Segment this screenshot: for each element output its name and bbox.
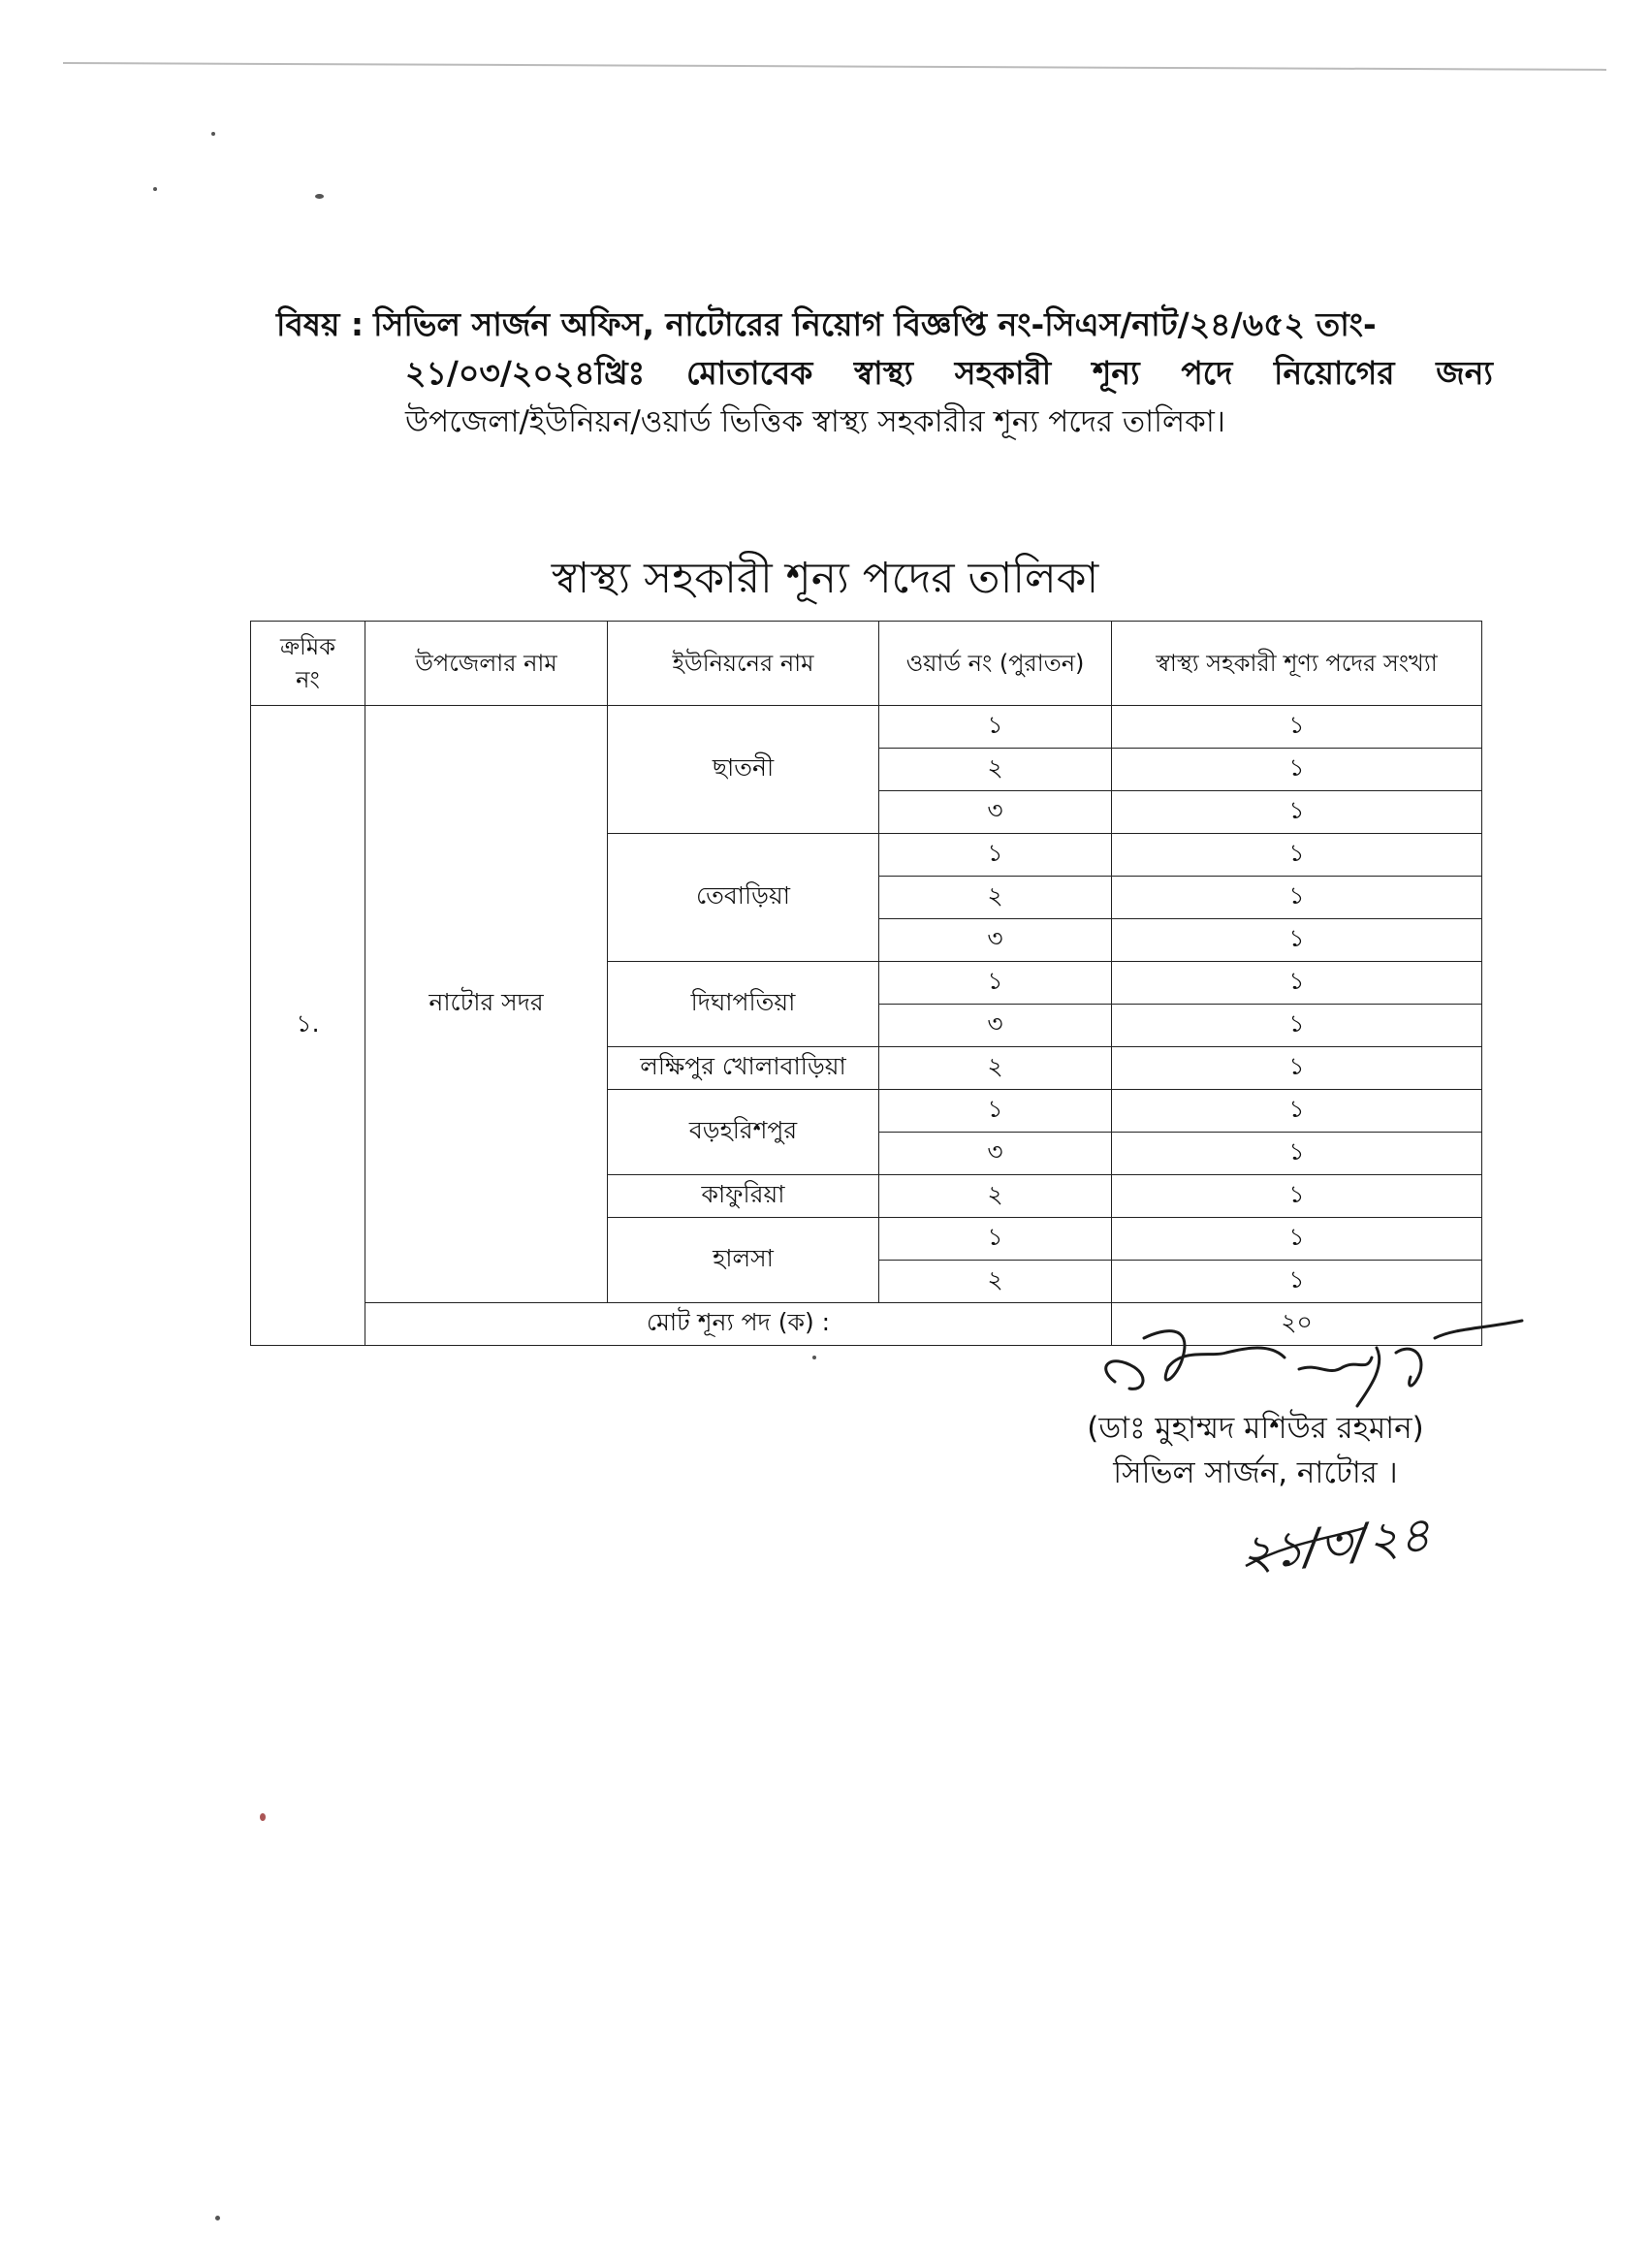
posts-cell: ১ [1112,1261,1482,1303]
union-cell: হালসা [608,1218,879,1303]
signatory-name: (ডাঃ মুহাম্মদ মশিউর রহমান) [1087,1411,1424,1446]
posts-cell: ১ [1112,962,1482,1005]
scan-speck [315,194,324,199]
header-ward: ওয়ার্ড নং (পুরাতন) [879,622,1112,706]
posts-cell: ১ [1112,877,1482,919]
header-serial [251,622,365,706]
header-serial-line-1: ক্রমিক [279,633,336,660]
header-union: ইউনিয়নের নাম [608,622,879,706]
ward-cell: ৩ [879,1005,1112,1047]
handwritten-date [1231,1488,1551,1595]
union-cell: ছাতনী [608,706,879,834]
ward-cell: ১ [879,1218,1112,1261]
ward-cell: ১ [879,706,1112,749]
union-cell: বড়হরিশপুর [608,1090,879,1175]
scan-speck [812,1356,816,1359]
posts-cell: ১ [1112,791,1482,834]
union-cell: কাফুরিয়া [608,1175,879,1218]
subject-line-1: সিভিল সার্জন অফিস, নাটোরের নিয়োগ বিজ্ঞপ্তি নং-সিএস/নাট/২৪/৬৫২ তাং- [373,305,1377,343]
scan-speck [215,2216,220,2220]
subject-line-2: ২১/০৩/২০২৪খ্রিঃ মোতাবেক স্বাস্থ্য সহকারী শূন্য পদে নিয়োগের জন্য [405,354,1493,392]
ward-cell: ১ [879,834,1112,877]
subject-block [276,301,1493,446]
ward-cell: ৩ [879,1133,1112,1175]
posts-cell: ১ [1112,919,1482,962]
header-posts: স্বাস্থ্য সহকারী শূণ্য পদের সংখ্যা [1112,622,1482,706]
signatory-designation: সিভিল সার্জন, নাটোর । [1113,1455,1398,1490]
upazila-cell: নাটোর সদর [365,706,608,1303]
subject-label: বিষয় : [276,305,365,343]
posts-cell: ১ [1112,1133,1482,1175]
signature-block [1028,1406,1483,1495]
ward-cell: ২ [879,877,1112,919]
ward-cell: ২ [879,1261,1112,1303]
posts-cell: ১ [1112,1090,1482,1133]
ward-cell: ৩ [879,791,1112,834]
header-upazila: উপজেলার নাম [365,622,608,706]
ward-cell: ২ [879,1047,1112,1090]
table-row [251,706,1482,749]
posts-cell: ১ [1112,1218,1482,1261]
vacancy-table [250,621,1482,1346]
subject-line-3: উপজেলা/ইউনিয়ন/ওয়ার্ড ভিত্তিক স্বাস্থ্য সহকারীর শূন্য পদের তালিকা। [405,404,1225,439]
total-value: ২০ [1112,1303,1482,1346]
table-title: স্বাস্থ্য সহকারী শূন্য পদের তালিকা [551,554,1099,603]
total-label: মোট শূন্য পদ (ক) : [365,1303,1112,1346]
union-cell: দিঘাপতিয়া [608,962,879,1047]
ward-cell: ২ [879,749,1112,791]
scan-speck [153,187,157,191]
posts-cell: ১ [1112,1047,1482,1090]
posts-cell: ১ [1112,749,1482,791]
scan-speck [260,1813,266,1821]
handwritten-date-text: ২১/৩/২৪ [1238,1506,1434,1582]
posts-cell: ১ [1112,834,1482,877]
ward-cell: ৩ [879,919,1112,962]
posts-cell: ১ [1112,1175,1482,1218]
table-header-row [251,622,1482,706]
ward-cell: ২ [879,1175,1112,1218]
ward-cell: ১ [879,1090,1112,1133]
scan-speck [211,132,215,136]
serial-cell: ১. [251,706,365,1346]
union-cell: লক্ষিপুর খোলাবাড়িয়া [608,1047,879,1090]
header-serial-line-2: নং [296,666,320,693]
posts-cell: ১ [1112,1005,1482,1047]
ward-cell: ১ [879,962,1112,1005]
scan-top-edge-line [63,62,1606,71]
union-cell: তেবাড়িয়া [608,834,879,962]
posts-cell: ১ [1112,706,1482,749]
